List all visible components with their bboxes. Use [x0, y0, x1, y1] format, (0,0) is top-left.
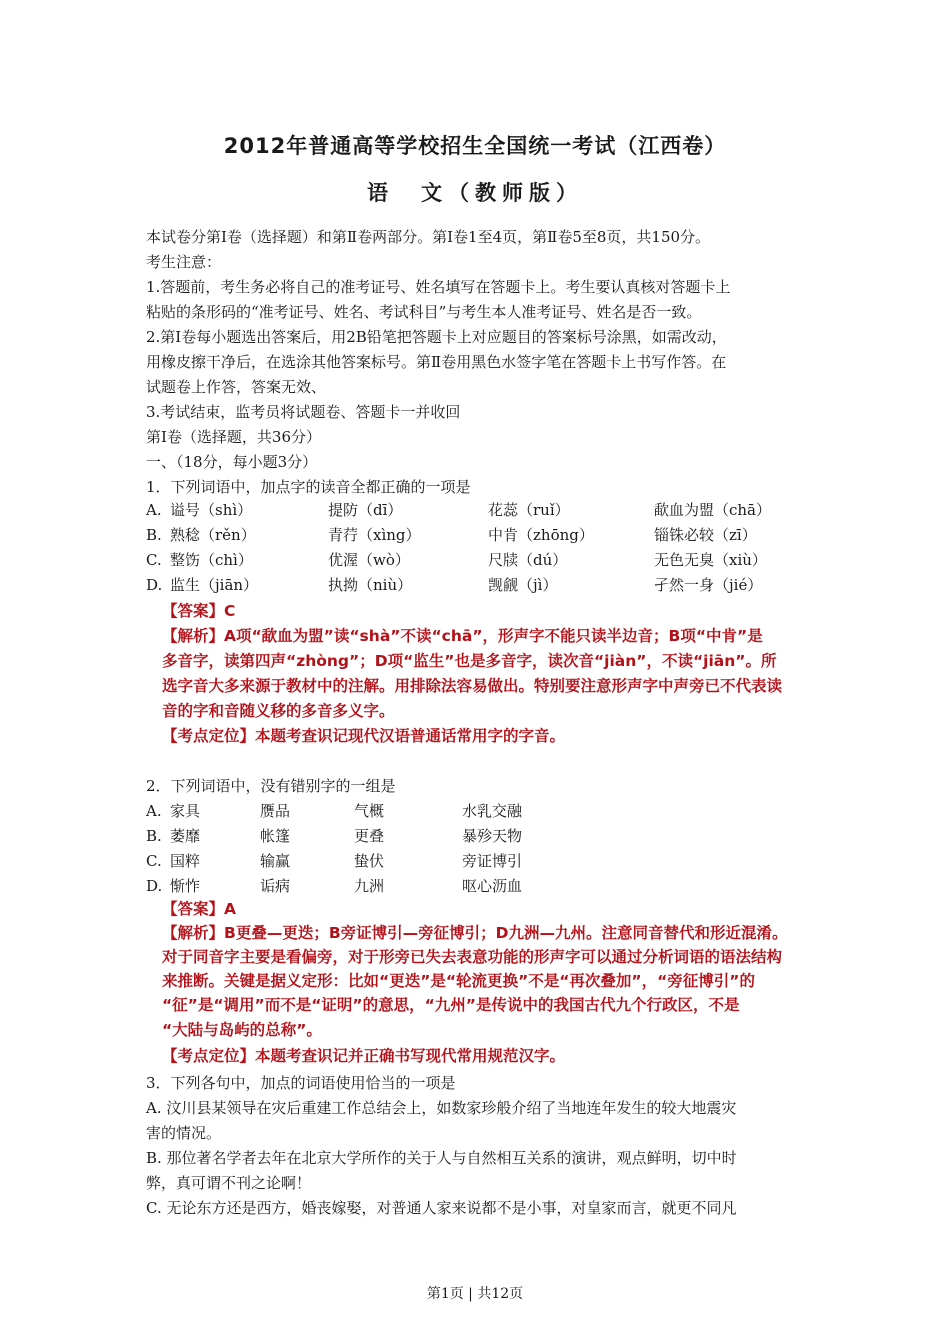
question-1-analysis-line: 多音字，读第四声“zhòng”；D项“监生”也是多音字，读次音“jiàn”，不读“jiān”。所: [162, 652, 777, 670]
question-3-option-c: C. 无论东方还是西方，婚丧嫁娶，对普通人家来说都不是小事，对皇家而言，就更不同凡: [146, 1199, 737, 1217]
option-word: 歃血为盟（chā）: [654, 501, 772, 519]
question-1-analysis-line: 音的字和音随义移的多音多义字。: [162, 702, 395, 720]
option-letter: C.: [146, 852, 162, 870]
option-word: 青荇（xìng）: [328, 526, 421, 544]
option-word: 监生（jiān）: [170, 576, 259, 594]
option-word: 谥号（shì）: [170, 501, 253, 519]
option-word: 孑然一身（jié）: [654, 576, 763, 594]
option-word: 九洲: [354, 877, 385, 895]
option-letter: B.: [146, 526, 162, 544]
option-word: 花蕊（ruǐ）: [488, 501, 570, 519]
question-1-answer: 【答案】C: [162, 602, 236, 620]
option-word: 锱铢必较（zī）: [654, 526, 757, 544]
option-word: 旁证博引: [462, 852, 523, 870]
question-1-analysis-line: 【解析】A项“歃血为盟”读“shà”不读“chā”，形声字不能只读半边音；B项“中肯”是: [162, 627, 763, 645]
option-word: 输赢: [260, 852, 291, 870]
notice-item: 3.考试结束，监考员将试题卷、答题卡一并收回: [146, 403, 461, 421]
option-letter: D.: [146, 877, 163, 895]
exam-subtitle: 语 文（教师版）: [367, 181, 583, 205]
notice-item: 2.第Ⅰ卷每小题选出答案后，用2B铅笔把答题卡上对应题目的答案标号涂黑，如需改动，: [146, 328, 727, 346]
question-2-analysis-line: 【解析】B更叠—更迭；B旁证博引—旁征博引；D九洲—九州。注意同音替代和形近混淆。: [162, 924, 788, 942]
option-letter: D.: [146, 576, 163, 594]
option-word: 整饬（chì）: [170, 551, 253, 569]
option-word: 惭怍: [170, 877, 201, 895]
option-word: 觊觎（jì）: [488, 576, 558, 594]
option-word: 水乳交融: [462, 802, 523, 820]
question-1-analysis-line: 选字音大多来源于教材中的注解。用排除法容易做出。特别要注意形声字中声旁已不代表读: [162, 677, 783, 695]
exam-title: 2012年普通高等学校招生全国统一考试（江西卷）: [223, 134, 727, 158]
question-2-analysis-line: “大陆与岛屿的总称”。: [162, 1021, 322, 1039]
notice-item: 用橡皮擦干净后，在选涂其他答案标号。第Ⅱ卷用黑色水签字笔在答题卡上书写作答。在: [146, 353, 727, 371]
option-word: 蛰伏: [354, 852, 385, 870]
question-2-analysis-line: “征”是“调用”而不是“证明”的意思，“九州”是传说中的我国古代九个行政区，不是: [162, 996, 740, 1014]
option-letter: B.: [146, 827, 162, 845]
option-word: 熟稔（rěn）: [170, 526, 256, 544]
option-word: 赝品: [260, 802, 291, 820]
notice-item: 1.答题前，考生务必将自己的准考证号、姓名填写在答题卡上。考生要认真核对答题卡上: [146, 278, 731, 296]
question-3-option-b-cont: 弊，真可谓不刊之论啊！: [146, 1174, 312, 1192]
option-word: 暴殄天物: [462, 827, 523, 845]
option-letter: A.: [146, 501, 162, 519]
option-word: 萎靡: [170, 827, 201, 845]
option-word: 国粹: [170, 852, 201, 870]
option-word: 更叠: [354, 827, 385, 845]
question-2-analysis-line: 对于同音字主要是看偏旁，对于形旁已失去表意功能的形声字可以通过分析词语的语法结构: [162, 948, 783, 966]
option-word: 家具: [170, 802, 201, 820]
question-3-option-b: B. 那位著名学者去年在北京大学所作的关于人与自然相互关系的演讲，观点鲜明，切中时: [146, 1149, 737, 1167]
option-word: 尺牍（dú）: [488, 551, 568, 569]
notice-item: 粘贴的条形码的“准考证号、姓名、考试科目”与考生本人准考证号、姓名是否一致。: [146, 303, 702, 321]
option-word: 无色无臭（xiù）: [654, 551, 767, 569]
option-word: 呕心沥血: [462, 877, 523, 895]
question-3-stem: 3．下列各句中，加点的词语使用恰当的一项是: [146, 1074, 456, 1092]
option-word: 帐篷: [260, 827, 291, 845]
notice-heading: 考生注意：: [146, 253, 222, 271]
option-word: 中肯（zhōng）: [488, 526, 594, 544]
option-letter: A.: [146, 802, 162, 820]
notice-item: 试题卷上作答，答案无效、: [146, 378, 327, 396]
option-letter: C.: [146, 551, 162, 569]
question-1-point: 【考点定位】本题考查识记现代汉语普通话常用字的字音。: [162, 727, 566, 745]
option-word: 执拗（niù）: [328, 576, 413, 594]
option-word: 优渥（wò）: [328, 551, 410, 569]
question-3-option-a: A. 汶川县某领导在灾后重建工作总结会上，如数家珍般介绍了当地连年发生的较大地震灾: [146, 1099, 737, 1117]
question-2-analysis-line: 来推断。关键是据义定形：比如“更迭”是“轮流更换”不是“再次叠加”，“旁征博引”的: [162, 972, 755, 990]
option-word: 气概: [354, 802, 385, 820]
question-2-answer: 【答案】A: [162, 900, 236, 918]
question-1-stem: 1．下列词语中，加点字的读音全都正确的一项是: [146, 478, 471, 496]
page-number: 第1页 | 共12页: [426, 1286, 524, 1302]
option-word: 提防（dī）: [328, 501, 403, 519]
part-heading: 第Ⅰ卷（选择题，共36分）: [146, 428, 322, 446]
question-3-option-a-cont: 害的情况。: [146, 1124, 222, 1142]
question-2-point: 【考点定位】本题考查识记并正确书写现代常用规范汉字。: [162, 1047, 566, 1065]
question-2-stem: 2．下列词语中，没有错别字的一组是: [146, 777, 396, 795]
intro-line: 本试卷分第Ⅰ卷（选择题）和第Ⅱ卷两部分。第Ⅰ卷1至4页，第Ⅱ卷5至8页，共150分。: [146, 228, 711, 246]
option-word: 诟病: [260, 877, 291, 895]
section-heading: 一、（18分，每小题3分）: [146, 453, 318, 471]
